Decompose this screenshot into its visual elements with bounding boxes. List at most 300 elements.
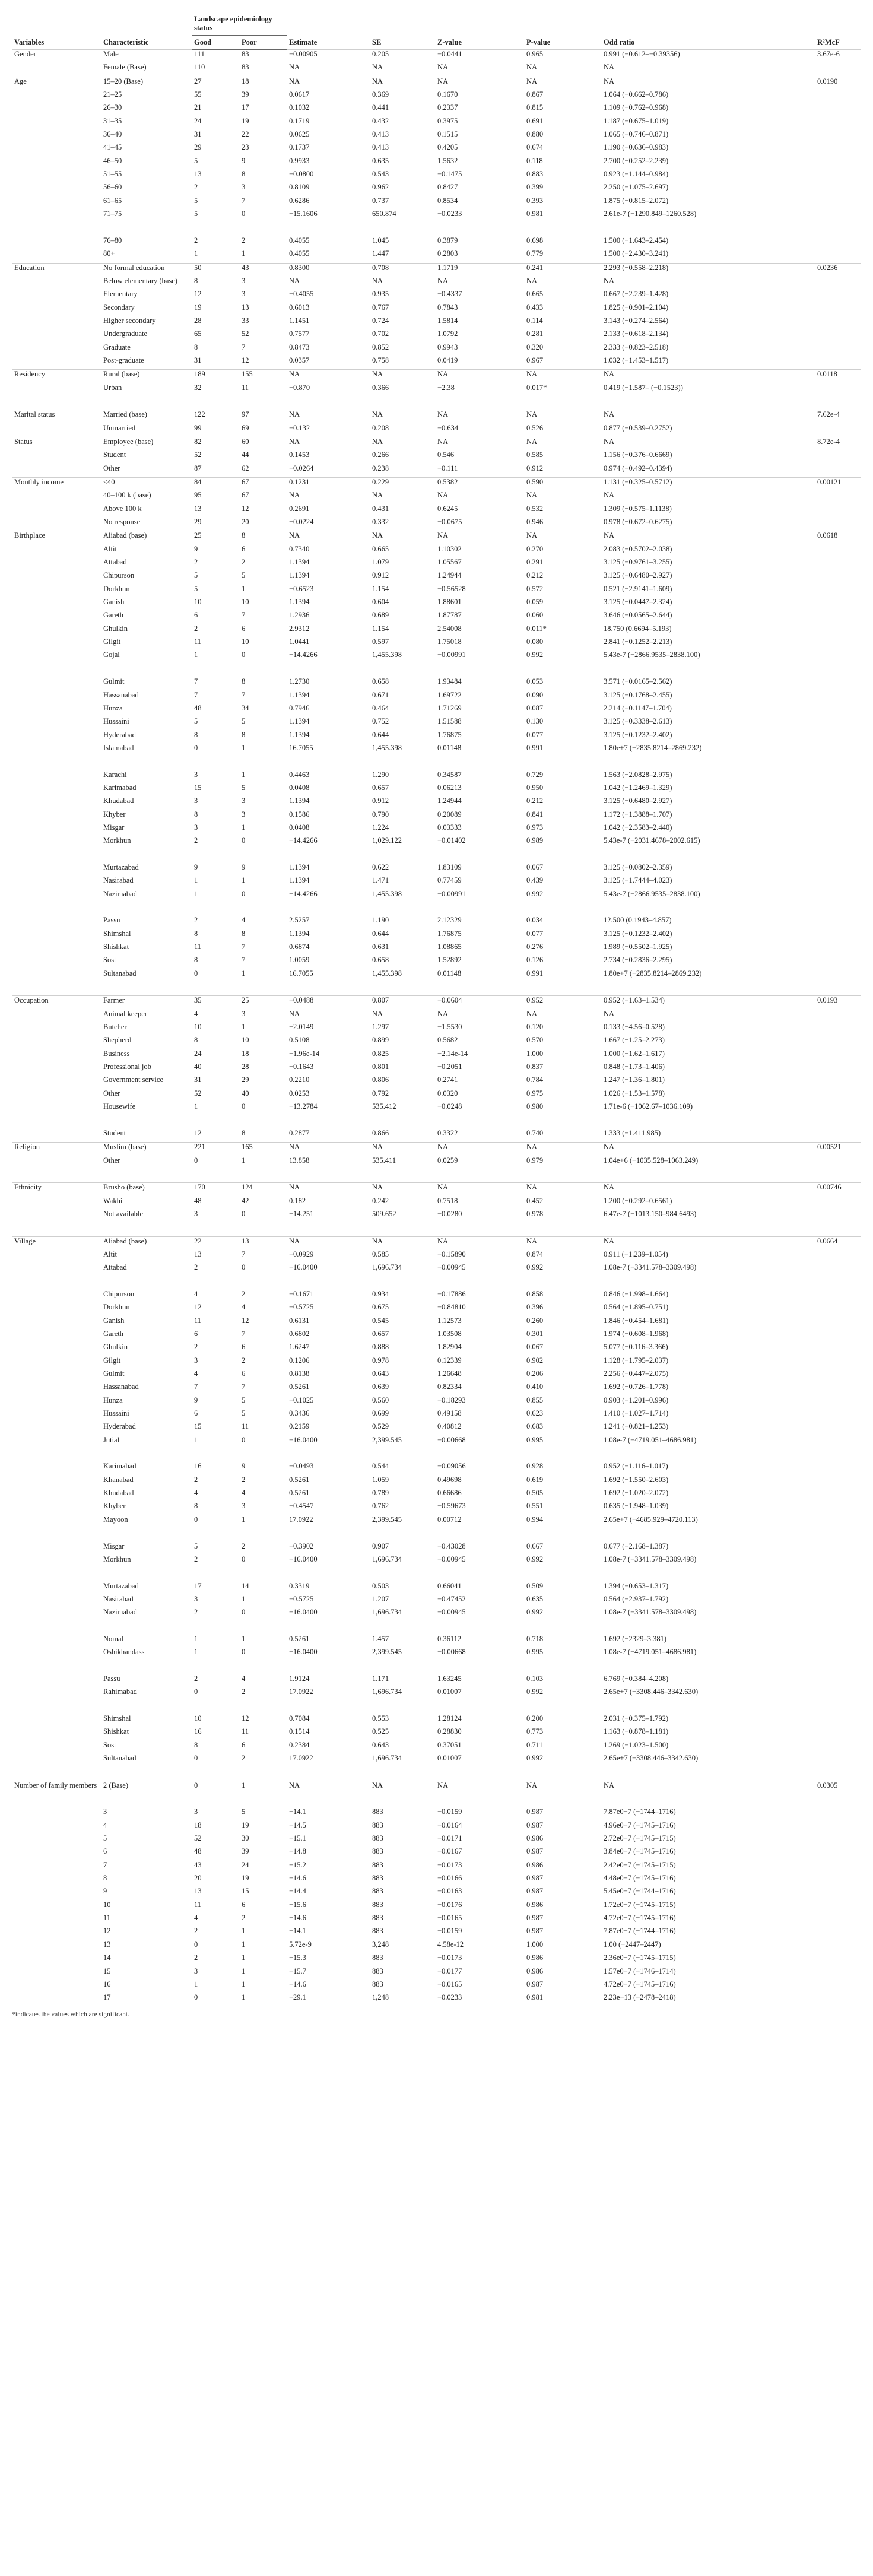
table-row: [12, 303, 861, 316]
poor-count-cell: 14: [242, 1581, 249, 1590]
table-row: [12, 943, 861, 956]
se-cell: 0.737: [372, 196, 389, 205]
estimate-cell: 0.2210: [289, 1076, 310, 1084]
se-cell: 0.560: [372, 1395, 389, 1404]
odds-ratio-cell: 1.80e+7 (−2835.8214–2869.232): [604, 969, 702, 978]
estimate-cell: −0.6523: [289, 584, 314, 593]
header-variables: Variables: [12, 11, 101, 50]
table-row: [12, 1727, 861, 1740]
odds-ratio-cell: 1.500 (−2.430–3.241): [604, 249, 669, 258]
r2-cell: [815, 1901, 861, 1914]
table-row: [12, 1263, 861, 1290]
se-cell: 1.079: [372, 558, 389, 567]
variable-cell: [12, 130, 101, 143]
table-row: [12, 1861, 861, 1874]
z-value-cell: 0.6245: [437, 504, 458, 513]
p-value-cell: NA: [524, 77, 601, 90]
odds-ratio-cell: 3.646 (−0.0565–2.644): [604, 611, 672, 620]
r2-cell: [815, 1754, 861, 1781]
variable-cell: [12, 1807, 101, 1820]
table-row: [12, 1914, 861, 1927]
poor-count-cell: 20: [242, 518, 249, 526]
table-row: [12, 1807, 861, 1820]
odds-ratio-cell: 1.064 (−0.662–0.786): [604, 90, 669, 99]
table-row: [12, 1236, 861, 1250]
p-value-cell: 0.991: [526, 743, 544, 752]
odds-ratio-cell: 1.875 (−0.815–2.072): [604, 196, 669, 205]
good-count-cell: 1: [194, 1979, 198, 1988]
good-count-cell: 55: [194, 90, 202, 99]
se-cell: NA: [370, 531, 435, 545]
p-value-cell: 0.987: [526, 1807, 544, 1816]
odds-ratio-cell: 2.700 (−0.252–2.239): [604, 156, 669, 165]
poor-count-cell: 10: [242, 637, 249, 646]
good-count-cell: 15: [194, 783, 202, 792]
characteristic-cell: Aliabad (base): [101, 531, 192, 545]
characteristic-cell: Nomal: [103, 1634, 124, 1643]
poor-count-cell: 39: [242, 90, 249, 99]
r2-cell: [815, 810, 861, 823]
z-value-cell: 2.54008: [437, 624, 462, 633]
odds-ratio-cell: 6.769 (−0.384–4.208): [604, 1674, 669, 1683]
estimate-cell: 0.6874: [289, 943, 310, 951]
estimate-cell: 1.1394: [289, 862, 310, 871]
poor-count-cell: 7: [242, 943, 246, 951]
characteristic-cell: Nazimabad: [103, 889, 137, 898]
r2-cell: [815, 249, 861, 263]
r2-cell: [815, 1674, 861, 1687]
z-value-cell: −0.00668: [437, 1648, 466, 1657]
r2-cell: [815, 170, 861, 183]
good-count-cell: 2: [194, 1674, 198, 1683]
characteristic-cell: Brusho (base): [101, 1183, 192, 1197]
r2-cell: [815, 1515, 861, 1542]
characteristic-cell: 9: [103, 1887, 107, 1896]
poor-count-cell: 11: [242, 383, 249, 392]
characteristic-cell: 11: [103, 1914, 111, 1923]
table-row: [12, 1847, 861, 1860]
estimate-cell: −14.6: [289, 1914, 306, 1923]
table-row: [12, 183, 861, 196]
se-cell: 0.238: [372, 464, 389, 472]
characteristic-cell: Dorkhun: [103, 584, 130, 593]
table-row: [12, 491, 861, 504]
r2-cell: [815, 1834, 861, 1847]
variable-cell: [12, 545, 101, 558]
se-cell: 883: [372, 1953, 383, 1962]
se-cell: 0.752: [372, 717, 389, 726]
good-count-cell: 9: [194, 862, 198, 871]
r2-cell: [815, 130, 861, 143]
odds-ratio-cell: 1.026 (−1.53–1.578): [604, 1089, 665, 1097]
z-value-cell: −0.0159: [437, 1807, 462, 1816]
odds-ratio-cell: 5.45e0−7 (−1744–1716): [604, 1887, 676, 1896]
variable-cell: [12, 1555, 101, 1582]
good-count-cell: 40: [194, 1062, 202, 1071]
z-value-cell: 1.26648: [437, 1369, 462, 1378]
estimate-cell: 1.9124: [289, 1674, 310, 1683]
z-value-cell: −0.111: [437, 464, 458, 472]
se-cell: 0.699: [372, 1409, 389, 1418]
variable-cell: [12, 1062, 101, 1076]
z-value-cell: −0.0177: [437, 1966, 462, 1975]
header-r2: R²McF: [815, 11, 861, 50]
poor-count-cell: 165: [239, 1143, 287, 1156]
characteristic-cell: Shimshal: [103, 929, 131, 938]
regression-table: [12, 11, 861, 2007]
z-value-cell: 1.76875: [437, 730, 462, 739]
table-row: [12, 103, 861, 116]
estimate-cell: 0.1586: [289, 810, 310, 819]
table-row: [12, 744, 861, 770]
table-row: [12, 316, 861, 329]
variable-cell: [12, 290, 101, 303]
se-cell: 1,696.734: [372, 1555, 402, 1563]
estimate-cell: −0.0800: [289, 170, 314, 179]
estimate-cell: −0.00905: [287, 50, 370, 64]
variable-cell: [12, 451, 101, 464]
odds-ratio-cell: 1.163 (−0.878–1.181): [604, 1727, 669, 1736]
table-row: [12, 1993, 861, 2007]
estimate-cell: −15.6: [289, 1900, 306, 1909]
characteristic-cell: Khyber: [103, 1502, 126, 1511]
p-value-cell: 0.946: [526, 518, 544, 526]
table-row: [12, 1608, 861, 1635]
se-cell: 883: [372, 1914, 383, 1923]
variable-cell: [12, 1049, 101, 1062]
se-cell: 0.758: [372, 356, 389, 364]
good-count-cell: 1: [194, 1102, 198, 1111]
estimate-cell: 0.1231: [287, 478, 370, 491]
estimate-cell: 0.0408: [289, 783, 310, 792]
table-row: [12, 1741, 861, 1754]
characteristic-cell: Post-graduate: [103, 356, 144, 364]
good-count-cell: 52: [194, 451, 202, 459]
table-row: [12, 783, 861, 797]
estimate-cell: −14.1: [289, 1927, 306, 1936]
header-characteristic: Characteristic: [101, 11, 192, 50]
table-row: [12, 1436, 861, 1463]
variable-cell: [12, 585, 101, 598]
odds-ratio-cell: NA: [601, 77, 815, 90]
r2-cell: [815, 545, 861, 558]
poor-count-cell: 2: [242, 1687, 246, 1696]
p-value-cell: 0.991: [526, 969, 544, 978]
good-count-cell: 11: [194, 1900, 202, 1909]
poor-count-cell: 18: [239, 77, 287, 90]
p-value-cell: 0.034: [526, 916, 544, 925]
characteristic-cell: 15: [103, 1966, 111, 1975]
odds-ratio-cell: 1.156 (−0.376–0.6669): [604, 451, 672, 459]
p-value-cell: 0.396: [526, 1303, 544, 1312]
good-count-cell: 10: [194, 1714, 202, 1722]
r2-cell: [815, 651, 861, 677]
r2-cell: [815, 1489, 861, 1502]
p-value-cell: 0.067: [526, 1343, 544, 1352]
p-value-cell: 0.087: [526, 703, 544, 712]
estimate-cell: −16.0400: [289, 1648, 318, 1657]
z-value-cell: 4.58e-12: [437, 1940, 464, 1949]
p-value-cell: NA: [526, 276, 538, 285]
z-value-cell: NA: [437, 491, 449, 500]
good-count-cell: 10: [194, 1023, 202, 1032]
variable-cell: [12, 651, 101, 677]
table-row: [12, 157, 861, 170]
p-value-cell: 0.691: [526, 116, 544, 125]
p-value-cell: 0.773: [526, 1727, 544, 1736]
good-count-cell: 15: [194, 1422, 202, 1431]
variable-cell: [12, 731, 101, 744]
se-cell: 1.447: [372, 249, 389, 258]
z-value-cell: 0.01007: [437, 1754, 462, 1762]
r2-cell: 0.00121: [815, 478, 861, 491]
se-cell: 1,696.734: [372, 1263, 402, 1272]
estimate-cell: −14.6: [289, 1874, 306, 1883]
good-count-cell: 4: [194, 1914, 198, 1923]
good-count-cell: 31: [194, 130, 202, 139]
p-value-cell: 0.858: [526, 1289, 544, 1298]
odds-ratio-cell: 1.187 (−0.675–1.019): [604, 116, 669, 125]
z-value-cell: 0.4205: [437, 143, 458, 152]
p-value-cell: 0.067: [526, 862, 544, 871]
z-value-cell: 0.36112: [437, 1634, 462, 1643]
good-count-cell: 1: [194, 1634, 198, 1643]
p-value-cell: 0.635: [526, 1594, 544, 1603]
poor-count-cell: 0: [242, 1209, 246, 1218]
p-value-cell: 0.281: [526, 329, 544, 338]
table-row: [12, 249, 861, 263]
estimate-cell: −16.0400: [289, 1555, 318, 1563]
odds-ratio-cell: 0.635 (−1.948–1.039): [604, 1502, 669, 1511]
estimate-cell: 0.1719: [289, 116, 310, 125]
estimate-cell: 1.1394: [289, 558, 310, 567]
good-count-cell: 1: [194, 889, 198, 898]
variable-cell: [12, 863, 101, 876]
estimate-cell: −0.132: [289, 423, 310, 432]
z-value-cell: −0.0233: [435, 1993, 524, 2007]
variable-cell: [12, 1382, 101, 1395]
estimate-cell: −14.4: [289, 1887, 306, 1896]
odds-ratio-cell: 3.125 (−0.6480–2.927): [604, 571, 672, 580]
variable-cell: [12, 1980, 101, 1993]
z-value-cell: NA: [435, 531, 524, 545]
good-count-cell: 189: [192, 370, 239, 383]
odds-ratio-cell: 1.500 (−1.643–2.454): [604, 236, 669, 245]
odds-ratio-cell: 1.974 (−0.608–1.968): [604, 1330, 669, 1338]
characteristic-cell: Housewife: [103, 1102, 136, 1111]
z-value-cell: 0.03333: [437, 823, 462, 832]
odds-ratio-cell: 0.978 (−0.672–0.6275): [604, 518, 672, 526]
good-count-cell: 6: [194, 611, 198, 620]
z-value-cell: −0.18293: [437, 1395, 466, 1404]
good-count-cell: 8: [194, 810, 198, 819]
z-value-cell: 1.88601: [437, 598, 462, 607]
poor-count-cell: 1: [242, 584, 246, 593]
poor-count-cell: 43: [239, 263, 287, 277]
poor-count-cell: 24: [242, 1860, 249, 1869]
characteristic-cell: Murtazabad: [103, 862, 139, 871]
z-value-cell: 1.69722: [437, 690, 462, 699]
characteristic-cell: Nazimabad: [103, 1608, 137, 1617]
p-value-cell: 0.433: [526, 303, 544, 312]
good-count-cell: 7: [194, 690, 198, 699]
p-value-cell: 0.987: [526, 1914, 544, 1923]
p-value-cell: 0.077: [526, 929, 544, 938]
p-value-cell: 0.585: [526, 451, 544, 459]
r2-cell: [815, 1436, 861, 1463]
se-cell: NA: [370, 1781, 435, 1807]
poor-count-cell: 13: [239, 1236, 287, 1250]
r2-cell: [815, 823, 861, 836]
z-value-cell: NA: [435, 77, 524, 90]
good-count-cell: 2: [194, 1927, 198, 1936]
good-count-cell: 3: [194, 1356, 198, 1365]
poor-count-cell: 1: [242, 1594, 246, 1603]
p-value-cell: 0.986: [526, 1900, 544, 1909]
characteristic-cell: Nasirabad: [103, 1594, 134, 1603]
characteristic-cell: Passu: [103, 1674, 120, 1683]
se-cell: 883: [372, 1966, 383, 1975]
variable-cell: [12, 943, 101, 956]
good-count-cell: 0: [194, 1515, 198, 1524]
variable-cell: [12, 157, 101, 170]
characteristic-cell: Other: [103, 1089, 120, 1097]
table-row: [12, 1316, 861, 1330]
good-count-cell: 87: [194, 464, 202, 472]
r2-cell: [815, 744, 861, 770]
r2-cell: [815, 1874, 861, 1887]
estimate-cell: 5.72e-9: [289, 1940, 312, 1949]
r2-cell: [815, 1369, 861, 1382]
estimate-cell: −0.870: [289, 383, 310, 392]
z-value-cell: −0.0675: [437, 518, 462, 526]
characteristic-cell: Aliabad (base): [101, 1236, 192, 1250]
estimate-cell: −15.2: [289, 1860, 306, 1869]
z-value-cell: −0.0167: [437, 1847, 462, 1856]
estimate-cell: 1.1394: [289, 797, 310, 805]
se-cell: 0.431: [372, 504, 389, 513]
r2-cell: [815, 1582, 861, 1595]
poor-count-cell: 67: [239, 478, 287, 491]
table-row: [12, 929, 861, 943]
estimate-cell: −14.4266: [289, 836, 318, 845]
table-row: [12, 1356, 861, 1369]
good-count-cell: 28: [194, 316, 202, 325]
z-value-cell: 0.0320: [437, 1089, 458, 1097]
z-value-cell: −0.84810: [437, 1303, 466, 1312]
characteristic-cell: Karimabad: [103, 783, 136, 792]
se-cell: 1.154: [372, 624, 389, 633]
table-row: [12, 571, 861, 584]
table-row: [12, 863, 861, 876]
characteristic-cell: Not available: [103, 1209, 143, 1218]
estimate-cell: 0.0408: [289, 823, 310, 832]
se-cell: 0.529: [372, 1422, 389, 1431]
se-cell: 1.224: [372, 823, 389, 832]
z-value-cell: −0.0248: [437, 1102, 462, 1111]
estimate-cell: NA: [287, 1143, 370, 1156]
estimate-cell: −14.251: [289, 1209, 314, 1218]
odds-ratio-cell: 1.08e-7 (−4719.051–4686.981): [604, 1435, 697, 1444]
odds-ratio-cell: 1.04e+6 (−1035.528–1063.249): [604, 1156, 699, 1165]
se-cell: 0.332: [372, 518, 389, 526]
se-cell: NA: [372, 491, 383, 500]
odds-ratio-cell: 2.72e0−7 (−1745–1715): [604, 1834, 676, 1843]
p-value-cell: 0.981: [524, 1993, 601, 2007]
good-count-cell: 25: [192, 531, 239, 545]
estimate-cell: −0.5725: [289, 1594, 314, 1603]
se-cell: 0.622: [372, 862, 389, 871]
variable-cell: [12, 571, 101, 584]
poor-count-cell: 3: [242, 183, 246, 192]
characteristic-cell: 46–50: [103, 156, 122, 165]
characteristic-cell: Khudabad: [103, 1489, 134, 1498]
estimate-cell: 1.6247: [289, 1343, 310, 1352]
variable-cell: [12, 744, 101, 770]
table-row: [12, 263, 861, 277]
poor-count-cell: 7: [242, 342, 246, 351]
characteristic-cell: 71–75: [103, 210, 122, 218]
poor-count-cell: 67: [242, 491, 249, 500]
variable-cell: [12, 1489, 101, 1502]
p-value-cell: 0.880: [526, 130, 544, 139]
estimate-cell: 0.4463: [289, 770, 310, 779]
variable-cell: Gender: [12, 50, 101, 64]
characteristic-cell: Hunza: [103, 1395, 123, 1404]
z-value-cell: 0.0419: [437, 356, 458, 364]
characteristic-cell: 2 (Base): [101, 1781, 192, 1807]
poor-count-cell: 7: [242, 611, 246, 620]
table-row: [12, 1010, 861, 1023]
r2-cell: [815, 451, 861, 464]
estimate-cell: −2.0149: [289, 1023, 314, 1032]
good-count-cell: 13: [194, 170, 202, 179]
r2-cell: [815, 1847, 861, 1860]
r2-cell: [815, 624, 861, 637]
variable-cell: [12, 704, 101, 717]
odds-ratio-cell: 2.61e-7 (−1290.849–1260.528): [604, 210, 697, 218]
p-value-cell: 0.995: [526, 1648, 544, 1657]
variable-cell: [12, 823, 101, 836]
characteristic-cell: Gulmit: [103, 677, 125, 686]
good-count-cell: 65: [194, 329, 202, 338]
estimate-cell: −1.96e-14: [289, 1049, 320, 1058]
table-row: [12, 1369, 861, 1382]
z-value-cell: −0.0171: [437, 1834, 462, 1843]
poor-count-cell: 19: [242, 1874, 249, 1883]
se-cell: 1,455.398: [372, 889, 402, 898]
se-cell: 883: [372, 1847, 383, 1856]
r2-cell: [815, 90, 861, 103]
z-value-cell: −2.38: [437, 383, 455, 392]
r2-cell: [815, 598, 861, 611]
estimate-cell: 1.2730: [289, 677, 310, 686]
good-count-cell: 0: [194, 1940, 198, 1949]
r2-cell: [815, 1330, 861, 1343]
odds-ratio-cell: 2.65e+7 (−4685.929–4720.113): [604, 1515, 698, 1524]
poor-count-cell: 83: [242, 63, 249, 72]
poor-count-cell: 8: [242, 1128, 246, 1137]
se-cell: 2,399.545: [372, 1648, 402, 1657]
estimate-cell: 17.0922: [289, 1515, 313, 1524]
r2-cell: [815, 316, 861, 329]
good-count-cell: 2: [194, 183, 198, 192]
good-count-cell: 7: [194, 1382, 198, 1391]
poor-count-cell: 7: [242, 1249, 246, 1258]
se-cell: 0.413: [372, 143, 389, 152]
p-value-cell: NA: [524, 1781, 601, 1807]
good-count-cell: 48: [194, 703, 202, 712]
